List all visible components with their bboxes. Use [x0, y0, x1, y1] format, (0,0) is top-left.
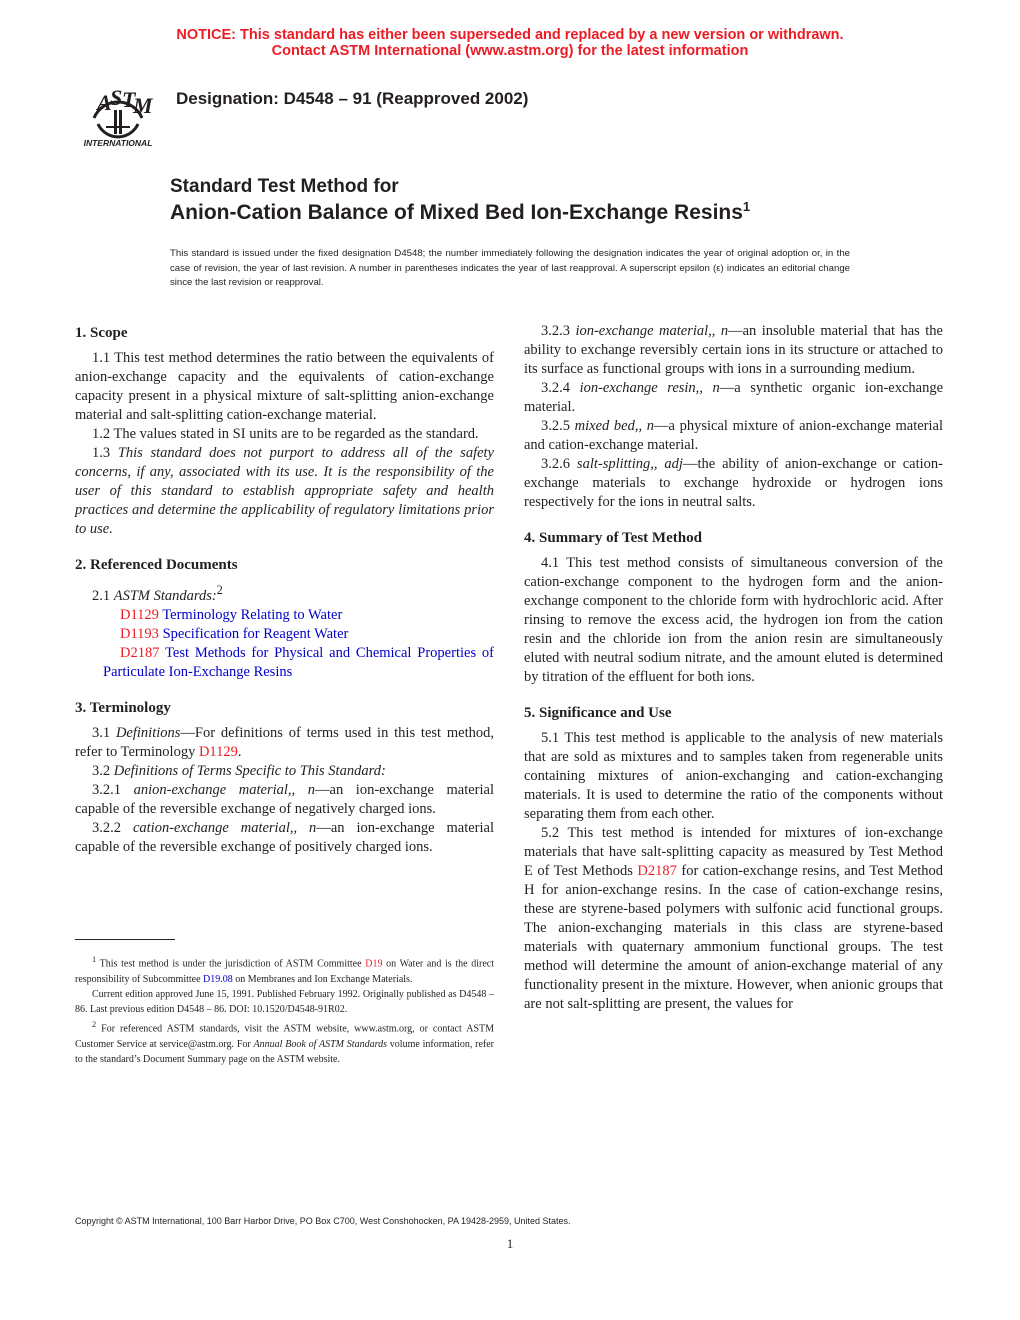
definition-text: —a physical mixture of anion-exchange material and cation-exchange material. [524, 418, 944, 453]
para-number: 3.2.2 [92, 819, 133, 836]
notice-line-2: Contact ASTM International (www.astm.org) for the latest information [271, 43, 749, 59]
title-footnote-mark: 1 [742, 199, 751, 214]
footnotes [75, 952, 494, 1067]
d19-08-link[interactable]: D19.08 [203, 973, 233, 985]
term: anion-exchange material, [133, 781, 292, 798]
para-3-2-6 [524, 455, 943, 512]
sentence-end: . [237, 743, 242, 760]
ref-d2187[interactable] [75, 644, 494, 682]
section-heading-scope: 1. Scope [75, 325, 128, 341]
ref-title-link[interactable]: Test Methods for Physical and Chemical Properties of Particulate Ion-Exchange Resins [103, 644, 494, 680]
para-4-1: 4.1 This test method consists of simultaneous conversion of the cation-exchange component to the hydrogen form and the anion-exchange component to the chloride form with hydrochloric acid. After rinsing to remove the excess acid, the hydrogen ion from the cation resin and the chloride ion from the anion resin are simultaneously eluted with neutral sodium nitrate, and the amount eluted is determined by titration of the effluent for both ions. [524, 555, 943, 685]
term: Definitions [115, 724, 181, 741]
footnote-text: on Water and is the direct responsibility of Subcommittee [75, 958, 494, 985]
para-3-2-2 [75, 819, 494, 857]
para-number: 3.1 [92, 724, 116, 741]
section-heading-terminology: 3. Terminology [75, 699, 171, 716]
definition-text: —an ion-exchange material capable of the reversible exchange of positively charged ions. [75, 819, 494, 855]
term: ion-exchange material, [575, 323, 712, 339]
definition-text: —an ion-exchange material capable of the reversible exchange of negatively charged ions. [75, 781, 494, 817]
para-1-2: 1.2 The values stated in SI units are to be regarded as the standard. [92, 426, 479, 442]
footnote-1-edition: Current edition approved June 15, 1991. Published February 1992. Originally published as D4548 – 86. Last previous edition D4548 – 86. DOI: 10.1520/D4548-91R02. [75, 988, 494, 1015]
para-5-2 [524, 824, 943, 1014]
para-3-2-5 [524, 417, 943, 455]
term: salt-splitting, [576, 456, 654, 472]
ref-code-link[interactable]: D2187 [120, 644, 160, 661]
term: ion-exchange resin, [579, 380, 700, 396]
part-of-speech: , n [293, 819, 317, 836]
ref-d1129[interactable] [75, 606, 494, 625]
para-5-1: 5.1 This test method is applicable to the analysis of new materials that are sold as mixtures and to samples taken from regenerable units containing mixtures of anion-exchanging and cation-exchanging materials. It is used to determine the ratio of the components without separating them from each other. [524, 730, 943, 822]
title-line-1: Standard Test Method for [170, 176, 399, 197]
astm-logo [76, 78, 160, 150]
footnote-mark: 2 [92, 1020, 97, 1030]
footnote-2 [75, 1017, 494, 1067]
definition-text: —the ability of anion-exchange or cation-exchange materials to exchange hydroxide or hydrogen ions respectively for the ions in neutral salts. [524, 456, 944, 510]
part-of-speech: , n [699, 380, 720, 396]
issuance-note: This standard is issued under the fixed designation D4548; the number immediately following the designation indicates the year of original adoption or, in the case of revision, the year of last revision. A number in parentheses indicates the year of last reapproval. A superscript epsilon (ε) indicates an editorial change since the last revision or reapproval. [170, 248, 850, 288]
para-number: 1.3 [92, 445, 118, 461]
ref-code-link[interactable]: D1193 [120, 625, 159, 642]
left-column [75, 322, 494, 857]
para-number: 2.1 [92, 587, 114, 604]
svg-text:S: S [110, 85, 123, 110]
para-1-1: 1.1 This test method determines the ratio between the equivalents of anion-exchange capacity and the equivalents of cation-exchange capacity present in a physical mixture of salt-splitting anion-exchange material and salt-splitting cation-exchange material. [75, 350, 494, 423]
para-1-3 [75, 444, 494, 539]
footnote-1 [75, 952, 494, 987]
footnote-mark: 2 [216, 583, 223, 597]
para-number: 3.2.4 [541, 380, 580, 396]
ref-d1193[interactable] [75, 625, 494, 644]
para-2-1 [75, 581, 494, 606]
d19-link[interactable]: D19 [365, 958, 383, 970]
ref-code-link[interactable]: D1129 [120, 606, 159, 623]
para-number: 3.2.3 [541, 323, 576, 339]
para-number: 3.2 [92, 762, 114, 779]
para-3-2 [75, 762, 494, 781]
footnote-text: on Membranes and Ion Exchange Materials. [232, 973, 413, 985]
definition-text: —For definitions of terms used in this test method, refer to Terminology [75, 724, 494, 760]
right-column [524, 322, 943, 1014]
svg-text:T: T [122, 87, 136, 112]
para-3-1 [75, 724, 494, 762]
part-of-speech: , n [638, 418, 655, 434]
part-of-speech: , adj [653, 456, 683, 472]
ref-title-link[interactable]: Specification for Reagent Water [162, 625, 349, 642]
part-of-speech: , n [291, 781, 316, 798]
ref-title-link[interactable]: Terminology Relating to Water [162, 606, 343, 623]
para-3-2-4 [524, 379, 943, 417]
copyright: Copyright © ASTM International, 100 Barr Harbor Drive, PO Box C700, West Conshohocken, PA 19428-2959, United States. [75, 1216, 571, 1226]
notice-line-1: NOTICE: This standard has either been superseded and replaced by a new version or withdrawn. [176, 27, 844, 43]
para-3-2-3 [524, 322, 943, 379]
para-number: 3.2.5 [541, 418, 575, 434]
svg-text:M: M [133, 93, 153, 118]
safety-statement: This standard does not purport to address all of the safety concerns, if any, associated with its use. It is the responsibility of the user of this standard to establish appropriate safety and health practices and determine the applicability of regulatory limitations prior to use. [75, 445, 494, 537]
part-of-speech: , n [711, 323, 729, 339]
d1129-link[interactable]: D1129 [198, 743, 238, 760]
section-heading-referenced: 2. Referenced Documents [75, 557, 238, 573]
supersede-notice [0, 27, 1020, 59]
subheading: Definitions of Terms Specific to This Standard: [113, 762, 386, 779]
designation: Designation: D4548 – 91 (Reapproved 2002) [176, 89, 529, 108]
page-number: 1 [506, 1236, 514, 1251]
term: mixed bed, [574, 418, 639, 434]
para-number: 3.2.1 [92, 781, 134, 798]
para-text: 5.2 This test method is intended for mixtures of ion-exchange materials that have salt-splitting capacity as measured by Test Method E of Test Methods [524, 825, 943, 879]
footnote-italic: Annual Book of ASTM Standards [253, 1038, 387, 1050]
para-number: 3.2.6 [541, 456, 577, 472]
definition-text: —an insoluble material that has the ability to exchange reversibly certain ions in its structure or attached to its surface as functional groups with ions in a surrounding medium. [524, 323, 943, 377]
definition-text: —a synthetic organic ion-exchange material. [524, 380, 944, 415]
footnote-text: This test method is under the jurisdiction of ASTM Committee [96, 958, 366, 970]
footnote-mark: 1 [92, 955, 97, 964]
footnote-text: volume information, refer to the standard’s Document Summary page on the ASTM website. [75, 1038, 494, 1065]
title-main: Anion-Cation Balance of Mixed Bed Ion-Exchange Resins [170, 201, 743, 224]
footnote-divider [75, 939, 175, 940]
para-3-2-1 [75, 781, 494, 819]
term: cation-exchange material, [132, 819, 294, 836]
title-line-2 [170, 199, 750, 225]
footnote-text: For referenced ASTM standards, visit the ASTM website, www.astm.org, or contact ASTM Customer Service at service@astm.org. For [75, 1023, 494, 1050]
section-heading-significance: 5. Significance and Use [524, 705, 672, 721]
para-text: for cation-exchange resins, and Test Method H for anion-exchange resins. In the case of cation-exchange resins, these are styrene-based polymers with sulfonic acid functional groups. The anion-exchanging materials in this class are styrene-based materials with quaternary ammonium functional groups. The test method will determine the amount of anion-exchange material of any functionality present in the mixture. However, when anionic groups that are not salt-splitting are present, the values for [524, 863, 943, 1012]
section-heading-summary: 4. Summary of Test Method [524, 530, 702, 546]
svg-text:A: A [97, 90, 112, 115]
d2187-link[interactable]: D2187 [637, 863, 677, 879]
astm-standards-label: ASTM Standards: [113, 587, 217, 604]
logo-text: INTERNATIONAL [83, 138, 153, 148]
